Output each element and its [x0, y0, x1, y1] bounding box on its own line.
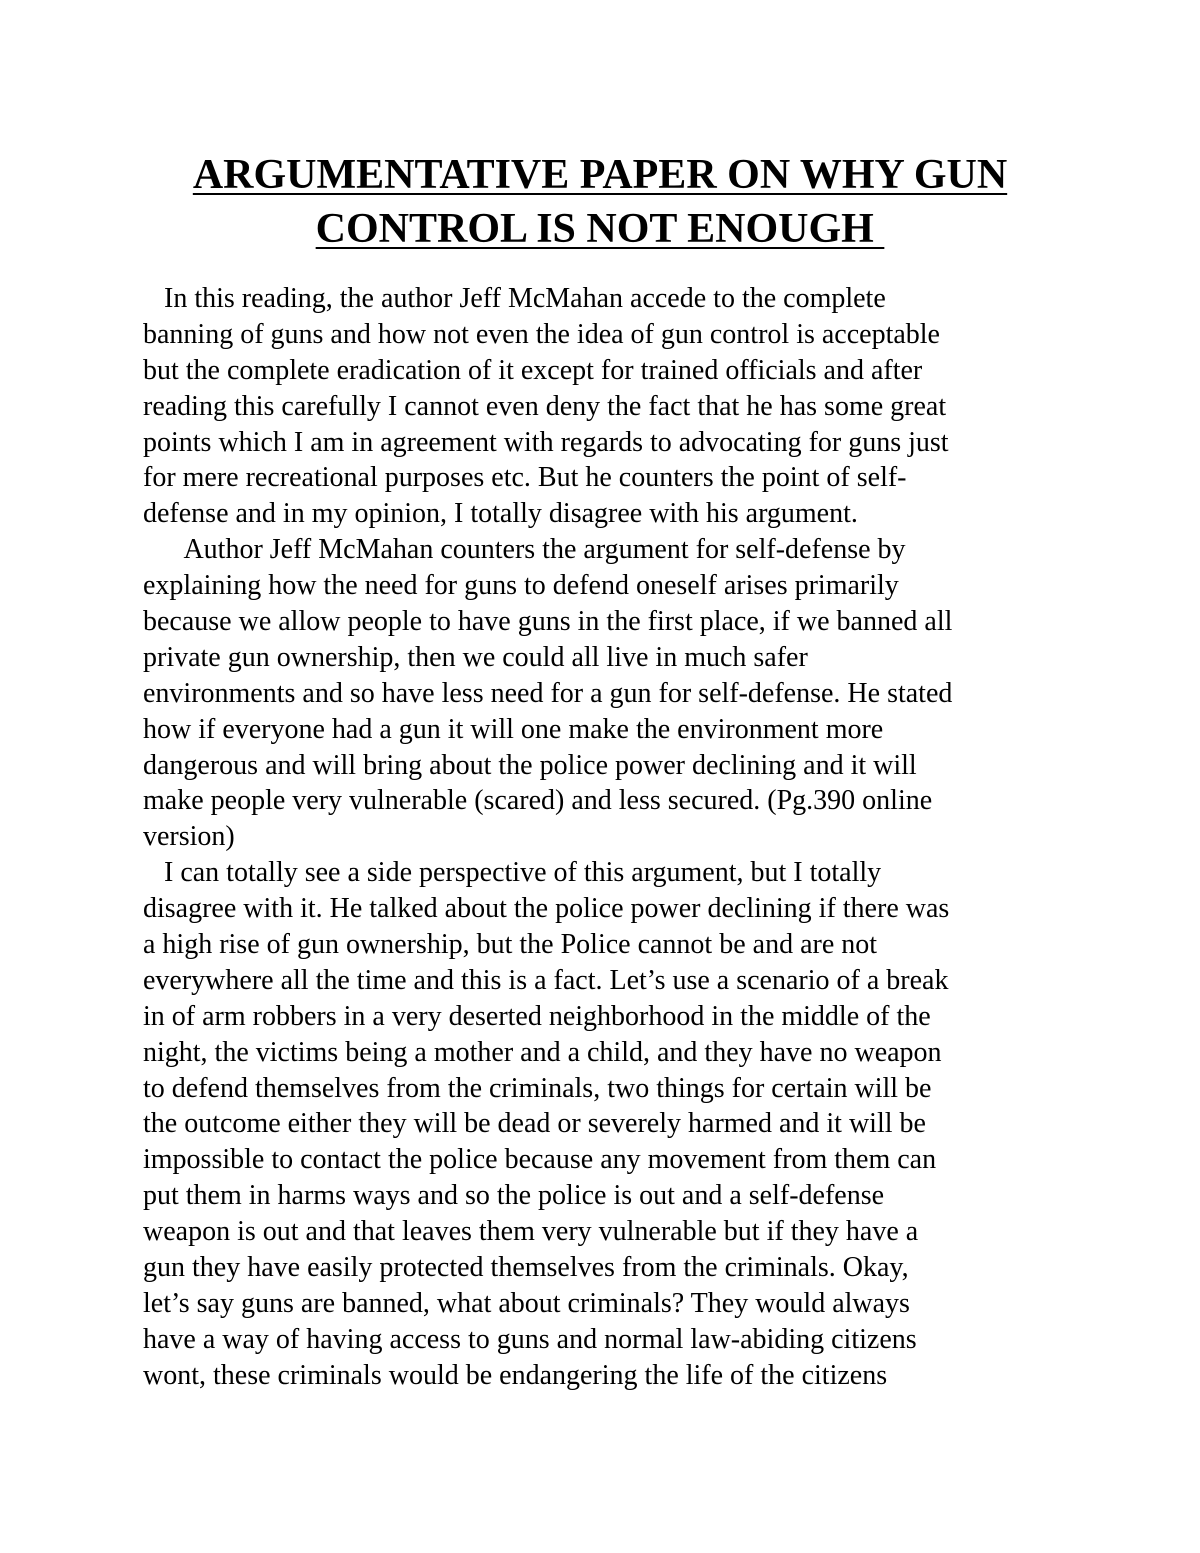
body-line: have a way of having access to guns and normal law-abiding citizens [143, 1323, 917, 1355]
body-line: the outcome either they will be dead or severely harmed and it will be [143, 1108, 926, 1140]
body-line: explaining how the need for guns to defend oneself arises primarily [143, 570, 899, 602]
title-line: CONTROL IS NOT ENOUGH [315, 206, 885, 252]
body-line: reading this carefully I cannot even deny the fact that he has some great [143, 390, 947, 422]
body-line: everywhere all the time and this is a fact. Let’s use a scenario of a break [143, 964, 949, 996]
body-line: weapon is out and that leaves them very vulnerable but if they have a [143, 1216, 919, 1248]
body-line: put them in harms ways and so the police is out and a self-defense [143, 1180, 885, 1212]
body-line: In this reading, the author Jeff McMahan accede to the complete [143, 283, 886, 314]
body-line: I can totally see a side perspective of this argument, but I totally [143, 857, 882, 889]
body-line: to defend themselves from the criminals, two things for certain will be [143, 1072, 932, 1104]
body-line: a high rise of gun ownership, but the Police cannot be and are not [143, 929, 878, 961]
body-line: because we allow people to have guns in the first place, if we banned all [143, 606, 953, 638]
body-line: points which I am in agreement with regards to advocating for guns just [143, 426, 949, 458]
body-line: let’s say guns are banned, what about criminals? They would always [143, 1287, 910, 1319]
body-line: banning of guns and how not even the idea of gun control is acceptable [143, 318, 940, 350]
body-line: how if everyone had a gun it will one make the environment more [143, 713, 884, 745]
body-line: defense and in my opinion, I totally disagree with his argument. [143, 498, 858, 530]
document-body [143, 281, 1103, 1394]
body-line: private gun ownership, then we could all live in much safer [143, 641, 808, 673]
body-line: in of arm robbers in a very deserted neighborhood in the middle of the [143, 1000, 931, 1032]
body-line: impossible to contact the police because any movement from them can [143, 1144, 937, 1176]
body-line: but the complete eradication of it except for trained officials and after [143, 354, 923, 386]
document-title [120, 148, 1080, 256]
body-line: Author Jeff McMahan counters the argument for self-defense by [143, 534, 906, 566]
body-line: night, the victims being a mother and a child, and they have no weapon [143, 1036, 942, 1068]
body-line: version) [143, 821, 235, 853]
body-line: disagree with it. He talked about the police power declining if there was [143, 893, 950, 925]
body-line: environments and so have less need for a gun for self-defense. He stated [143, 677, 953, 709]
title-line: ARGUMENTATIVE PAPER ON WHY GUN [192, 152, 1008, 198]
body-line: for mere recreational purposes etc. But he counters the point of self- [143, 462, 907, 494]
body-line: dangerous and will bring about the police power declining and it will [143, 749, 917, 781]
body-line: gun they have easily protected themselves from the criminals. Okay, [143, 1252, 909, 1284]
body-line: wont, these criminals would be endangering the life of the citizens [143, 1359, 888, 1391]
body-line: make people very vulnerable (scared) and less secured. (Pg.390 online [143, 785, 933, 817]
